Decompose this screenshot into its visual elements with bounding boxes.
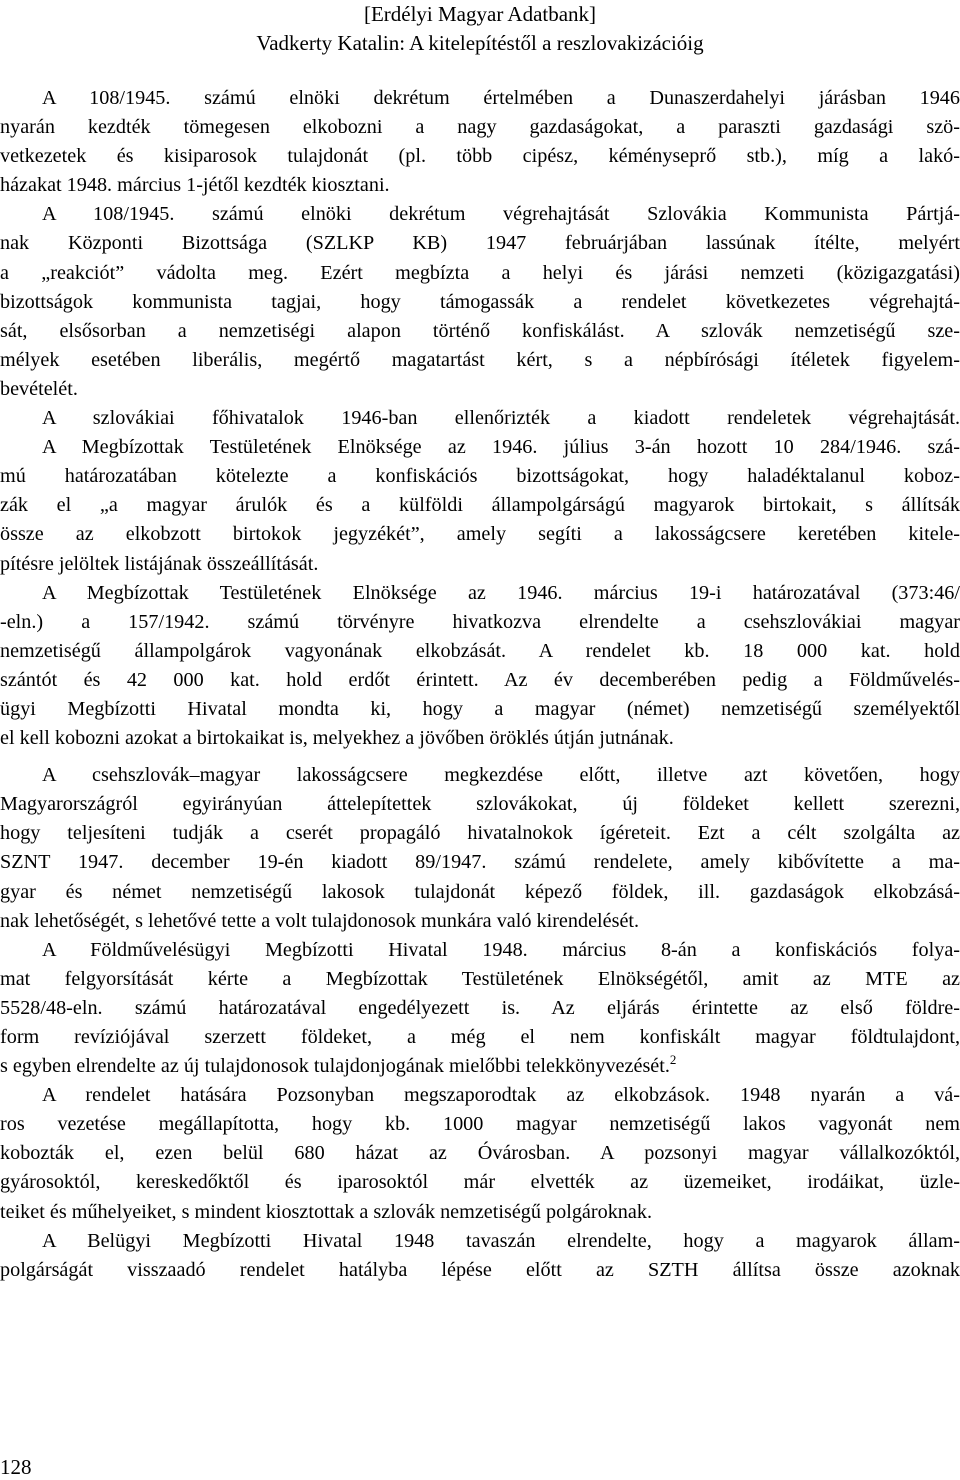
text-line <box>0 695 960 724</box>
page-number: 128 <box>0 1455 32 1479</box>
text-line-content: teiket és műhelyeiket, s mindent kiosztottak a szlovák nemzetiségű polgároknak. <box>0 1200 652 1223</box>
text-line <box>0 907 960 936</box>
text-line-content: nemzetiségű állampolgárok vagyonának elkobzását. A rendelet kb. 18 000 kat. hold <box>0 639 960 662</box>
text-line <box>0 113 960 142</box>
text-line-content: polgárságát visszaadó rendelet hatályba lépése előtt az SZTH állítsa össze azoknak <box>0 1258 960 1281</box>
text-line <box>0 520 960 549</box>
text-line <box>0 171 960 200</box>
text-line <box>0 761 960 790</box>
text-line <box>0 1110 960 1139</box>
text-line <box>0 1139 960 1168</box>
text-line-content: el kell kobozni azokat a birtokaikat is, melyekhez a jövőben öröklés útján jutnának. <box>0 727 674 750</box>
text-line-content: SZNT 1947. december 19-én kiadott 89/1947. számú rendelete, amely kibővítette a ma- <box>0 851 960 874</box>
text-line-content: A 108/1945. számú elnöki dekrétum végrehajtását Szlovákia Kommunista Pártjá- <box>42 203 960 226</box>
text-line-content: házakat 1948. március 1-jétől kezdték kiosztani. <box>0 174 390 197</box>
text-line <box>0 1168 960 1197</box>
text-line-content: a „reakciót” vádolta meg. Ezért megbízta a helyi és járási nemzeti (közigazgatási) <box>0 261 960 284</box>
text-line <box>0 317 960 346</box>
text-line <box>0 462 960 491</box>
text-line-content: vetkezetek és kisiparosok tulajdonát (pl. több cipész, kéményseprő stb.), míg a lakó- <box>0 145 960 168</box>
text-line-content: s egyben elrendelte az új tulajdonosok tulajdonjogának mielőbbi telekkönyvezését. <box>0 1055 670 1078</box>
text-line <box>0 1052 960 1081</box>
text-line <box>0 994 960 1023</box>
text-line-content: sát, elsősorban a nemzetiségi alapon történő konfiskálást. A szlovák nemzetiségű sze- <box>0 319 960 342</box>
text-line <box>0 579 960 608</box>
page-header <box>0 0 960 58</box>
text-line-content: ügyi Megbízotti Hivatal mondta ki, hogy a magyar (német) nemzetiségű személyektől <box>0 697 960 720</box>
text-line-content: ros vezetése megállapította, hogy kb. 1000 magyar nemzetiségű lakos vagyonát nem <box>0 1113 960 1136</box>
text-line-content: mélyek esetében liberális, megértő magatartást kért, s a népbírósági ítéletek figyelem- <box>0 348 960 371</box>
text-line-content: gyar és német nemzetiségű lakosok tulajdonát képező földek, ill. gazdaságok elkobzásá- <box>0 880 960 903</box>
body-text <box>0 84 960 1285</box>
header-title: Vadkerty Katalin: A kitelepítéstől a reszlovakizációig <box>256 31 704 55</box>
text-line <box>0 1081 960 1110</box>
footnote-marker[interactable]: 2 <box>669 1052 677 1068</box>
text-line-content: 5528/48-eln. számú határozatával engedélyezett is. Az eljárás érintette az első földre- <box>0 996 960 1019</box>
text-line-content: A szlovákiai főhivatalok 1946-ban ellenőrizték a kiadott rendeletek végrehajtását. <box>42 407 960 430</box>
text-line <box>0 724 960 753</box>
text-line-content: -eln.) a 157/1942. számú törvényre hivatkozva elrendelte a csehszlovákiai magyar <box>0 610 960 633</box>
text-line-content: bizottságok kommunista tagjai, hogy támogassák a rendelet következetes végrehajtá- <box>0 290 960 313</box>
text-line <box>0 666 960 695</box>
text-line <box>0 288 960 317</box>
text-line-content: szántót és 42 000 kat. hold erdőt érintett. Az év decemberében pedig a Földművelés- <box>0 668 960 691</box>
text-line-content: nyarán kezdték tömegesen elkobozni a nagy gazdaságokat, a paraszti gazdasági szö- <box>0 116 960 139</box>
text-line <box>0 491 960 520</box>
text-line <box>0 1023 960 1052</box>
text-line-content: össze az elkobzott birtokok jegyzékét”, amely segíti a lakosságcsere keretében kitele- <box>0 523 960 546</box>
text-line-content: A Megbízottak Testületének Elnöksége az 1946. március 19-i határozatával (373:46/ <box>42 581 960 604</box>
text-line-content: kobozták el, ezen belül 680 házat az Óvárosban. A pozsonyi magyar vállalkozóktól, <box>0 1142 960 1165</box>
text-line <box>0 433 960 462</box>
text-line-content: A Megbízottak Testületének Elnöksége az 1946. július 3-án hozott 10 284/1946. szá- <box>42 436 960 459</box>
text-line-content: A Földművelésügyi Megbízotti Hivatal 1948. március 8-án a konfiskációs folya- <box>42 938 960 961</box>
text-line <box>0 229 960 258</box>
text-line <box>0 404 960 433</box>
text-line-content: gyárosoktól, kereskedőktől és iparosoktól már elvették az üzemeiket, irodáikat, üzle- <box>0 1171 960 1194</box>
text-line-content: mú határozatában kötelezte a konfiskációs bizottságokat, hogy haladéktalanul koboz- <box>0 465 960 488</box>
text-line <box>0 1227 960 1256</box>
text-line-content: pítésre jelöltek listájának összeállítását. <box>0 552 319 575</box>
text-line-content: zák el „a magyar árulók és a külföldi állampolgárságú magyarok birtokait, s állítsák <box>0 494 960 517</box>
text-line-content: Magyarországról egyirányúan áttelepítettek szlovákokat, új földeket kellett szerezni, <box>0 793 960 816</box>
text-line-content: nak Központi Bizottsága (SZLKP KB) 1947 februárjában lassúnak ítélte, melyért <box>0 232 960 255</box>
text-line-content: A rendelet hatására Pozsonyban megszaporodtak az elkobzások. 1948 nyarán a vá- <box>42 1084 960 1107</box>
text-line-content: A 108/1945. számú elnöki dekrétum értelmében a Dunaszerdahelyi járásban 1946 <box>42 87 960 109</box>
text-line <box>0 259 960 288</box>
text-line-content: form revíziójával szerzett földeket, a még el nem konfiskált magyar földtulajdont, <box>0 1026 960 1048</box>
text-line-content: mat felgyorsítását kérte a Megbízottak Testületének Elnökségétől, amit az MTE az <box>0 967 960 990</box>
text-line <box>0 346 960 375</box>
text-line <box>0 819 960 848</box>
text-line <box>0 637 960 666</box>
text-line <box>0 142 960 171</box>
text-line-content: nak lehetőségét, s lehetővé tette a volt tulajdonosok munkára való kirendelését. <box>0 909 640 932</box>
text-line-content: A csehszlovák–magyar lakosságcsere megkezdése előtt, illetve azt követően, hogy <box>42 764 960 787</box>
text-line <box>0 608 960 637</box>
text-line <box>0 1256 960 1285</box>
text-line <box>0 84 960 113</box>
text-line <box>0 965 960 994</box>
header-source: [Erdélyi Magyar Adatbank] <box>363 2 597 26</box>
text-line <box>0 878 960 907</box>
text-line-content: bevételét. <box>0 377 78 400</box>
text-line <box>0 550 960 579</box>
text-line <box>0 375 960 404</box>
text-line-content: A Belügyi Megbízotti Hivatal 1948 tavaszán elrendelte, hogy a magyarok állam- <box>42 1229 960 1252</box>
text-line-content: hogy teljesíteni tudják a cserét propagáló hivatalnokok ígéreteit. Ezt a célt szolgálta az <box>0 822 960 845</box>
text-line <box>0 936 960 965</box>
text-line <box>0 848 960 877</box>
text-line <box>0 200 960 229</box>
text-line <box>0 790 960 819</box>
text-line <box>0 1198 960 1227</box>
